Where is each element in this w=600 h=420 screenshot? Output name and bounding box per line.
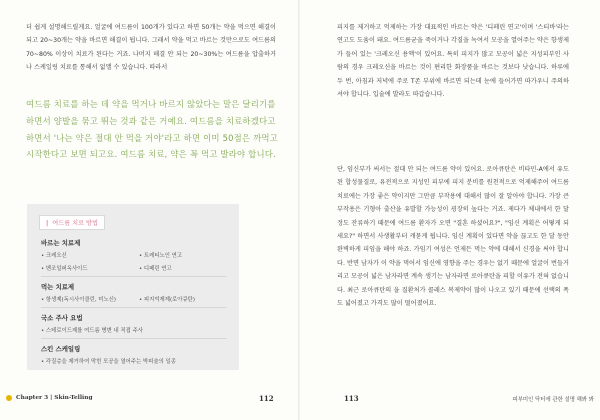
list-item: • 크레오신 (41, 251, 67, 259)
divider (41, 276, 227, 277)
section-heading-oral: 먹는 치료제 (41, 283, 75, 291)
chapter-label (6, 395, 93, 401)
list-item: • 트레티노인 연고 (139, 251, 182, 259)
divider (41, 338, 227, 339)
left-footer (0, 395, 300, 409)
chapter-dot-icon (6, 395, 12, 401)
list-item: • 디페린 연고 (139, 264, 172, 272)
chapter-title: Chapter 3 | Skin-Telling (16, 395, 93, 401)
list-item: • 스테로이드제를 여드름 병변 내 직접 주사 (41, 326, 143, 334)
page-number: 112 (259, 394, 274, 403)
running-footer: 피부미인 닥터에 관한 설명 해봐 봐 (512, 397, 594, 403)
right-footer (300, 395, 600, 409)
list-item: • 각질층을 제거하여 막힌 모공을 열어주는 박피술의 일종 (41, 357, 176, 365)
section-heading-injection: 국소 주사 요법 (41, 314, 83, 322)
section-heading-scaling: 스킨 스케일링 (41, 345, 81, 353)
box-title (39, 215, 105, 230)
list-item: • 항생제(독시사이클린, 미노신) (41, 295, 116, 303)
divider (41, 307, 227, 308)
section-heading-topical: 바르는 치료제 (41, 239, 81, 247)
box-title-text: 여드름 치료 방법 (52, 220, 99, 227)
page-number: 113 (344, 394, 359, 403)
title-bar-mark: | (46, 220, 49, 227)
list-item: • 피지억제제(로아큐탄) (139, 295, 195, 303)
body-paragraph: 단, 임신부가 써서는 절대 안 되는 여드름 약이 있어요. 로아큐탄은 비타민-A에서 유도된 합성물질로, 유전적으로 지성인 피부에 피지 분비를 원천적으로 억제해주어 여드름 치료에는 가장 좋은 약이지만 그만큼 부작용에 대해서 많이 잘 알아야 합니다. 가장 큰 부작용은 기형아 출산을 유발할 가능성이 굉장히 높다는 거죠. 제다가 체내에서 한 달 정도 잔류하기 때문에 여드름 환자가 오면 "결혼 하셨어요?", "임신 계획은 어떻게 되세요?" 하면서 사생활부터 캐묻게 됩니다. 임신 계획이 있다면 약을 끊고도 한 달 동안 완벽하게 피임을 해야 하죠. 가임기 여성은 언제든 먹는 약에 대해서 신경을 써야 합니다. 반면 남자가 이 약을 먹어서 임신에 영향을 주는 경우는 없기 때문에 얼굴이 번들거리고 모공이 넓은 남자라면 계속 생기는 남자라면 로아큐탄을 피할 이유가 전혀 없습니다. 최근 로아큐탄의 을 질환처가 콜레스 복제약이 많이 나오고 있기 때문에 선택의 폭도 넓어졌고 가격도 많이 떨어졌어요. (337, 166, 569, 308)
acne-treatment-box (27, 204, 239, 370)
right-page (300, 0, 600, 420)
body-paragraph: 더 쉽게 설명해드릴게요. 얼굴에 여드름이 100개가 있다고 하면 50개는 약을 먹으면 해결이 되고 20~30개는 약을 바르면 해결이 됩니다. 그래서 약을 먹고 바르는 것만으로도 여드름의 70~80% 이상이 치료가 된다는 거죠. 나머지 해결 안 되는 20~30%는 여드름을 압출하거나 스케일링 치료를 통해서 없앨 수 있습니다. 따라서 (26, 24, 276, 72)
body-paragraph: 피지를 제거하고 억제하는 가장 대표적인 바르는 약은 '디페린 연고'이며 '스티바'라는 연고도 도움이 돼요. 여드름균을 죽이거나 각질을 녹여서 모공을 열어주는 약은 항생제가 들어 있는 '크레오신 용액'이 있어요. 특히 피지가 많고 모공이 넓은 지성피부인 사람의 경우 크레오신을 바르는 것이 편리한 화장품을 바르는 것보다 낫습니다. 하루에 두 번, 아침과 저녁에 주로 T존 부위에 바르면 되는데 눈에 들어가면 따가우니 주의하셔야 합니다. 입술에 발라도 따갑습니다. (337, 24, 569, 99)
list-item: • 벤조일퍼옥사이드 (41, 264, 88, 272)
highlight-quote: 여드름 치료를 하는 데 약을 먹거나 바르지 않았다는 말은 달리기를 하면서 양발을 묶고 뛰는 것과 같은 거예요. 여드름을 치료하겠다고 하면서 '나는 약은 절대 안 먹을 거야'라고 하면 이미 50점은 까먹고 시작한다고 보면 되고요. 여드름 치료, 약은 꼭 먹고 발라야 합니다. (26, 99, 278, 160)
